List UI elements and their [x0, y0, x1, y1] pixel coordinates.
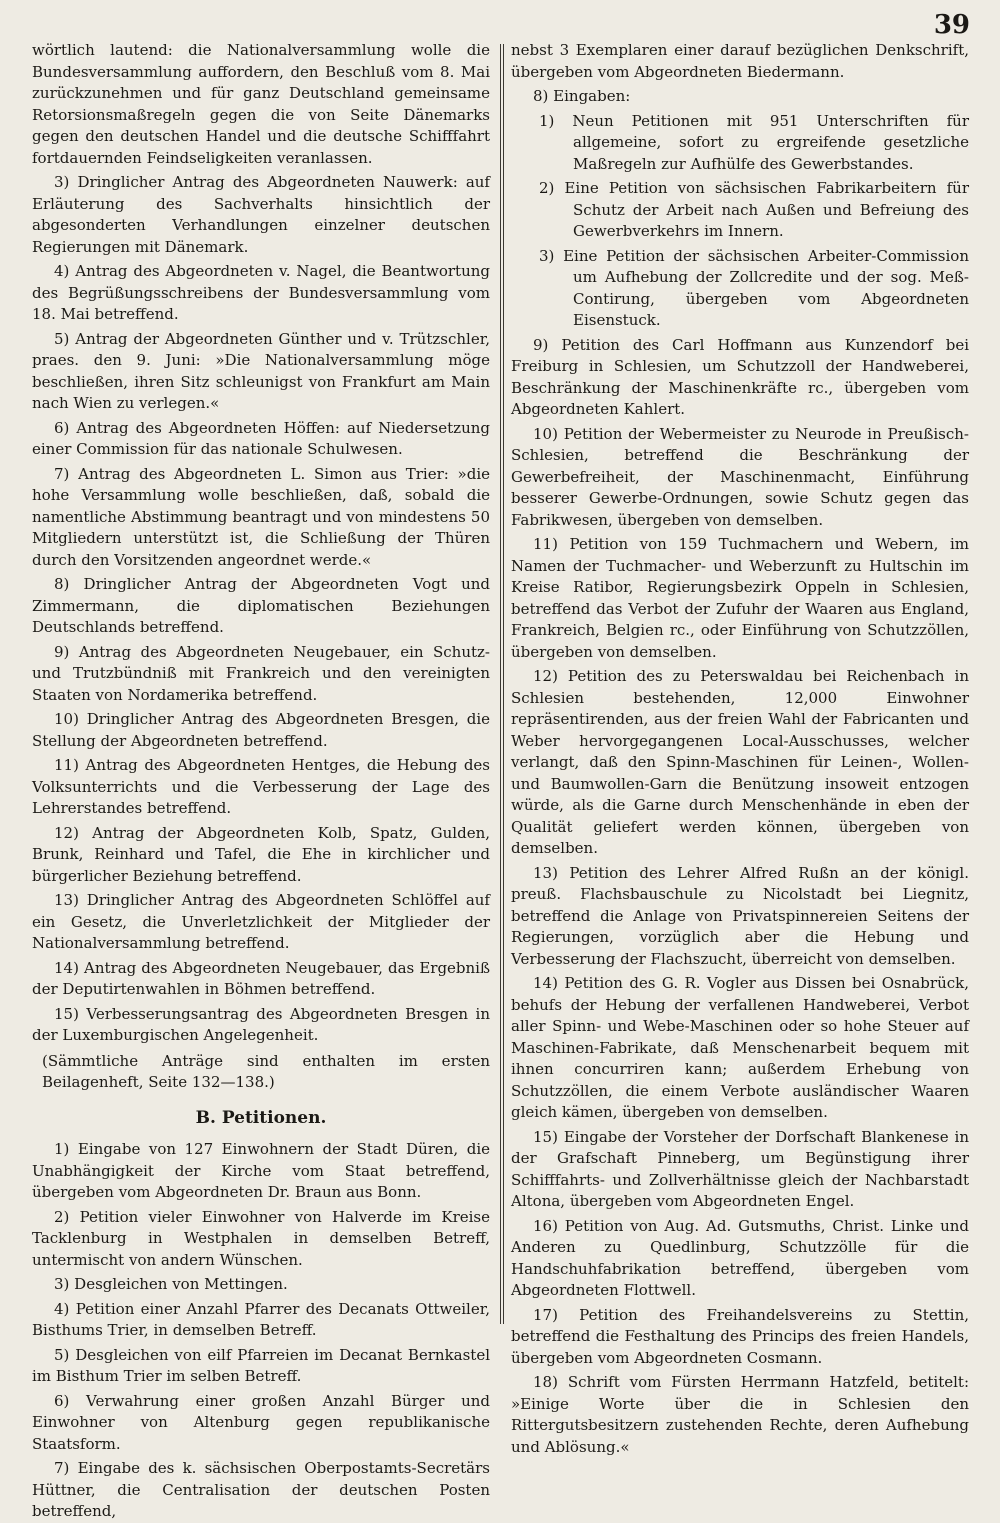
- paragraph: 3) Desgleichen von Mettingen.: [54, 1275, 288, 1293]
- paragraph: 3) Eine Petition der sächsischen Arbeiter-Commission um Aufhebung der Zollcredite und der sog. Meß-Contirung, übergeben vom Abgeordneten Eisenstuck.: [539, 246, 969, 329]
- paragraph: 15) Verbesserungsantrag des Abgeordneten Bresgen in der Luxemburgischen Angelegenheit.: [32, 1004, 490, 1044]
- paragraph: 12) Petition des zu Peterswaldau bei Reichenbach in Schlesien bestehenden, 12,000 Einwohner repräsentirenden, aus der freien Wahl der Fabricanten und Weber hervorgegangenen Local-Ausschusses, welcher verlangt, daß den Spinn-Maschinen für Leinen-, Wollen- und Baumwollen-Garn die Benützung insoweit entzogen würde, als die Garne durch Menschenhände in eben der Qualität geliefert werden können, übergeben von demselben.: [511, 667, 969, 857]
- paragraph: 9) Antrag des Abgeordneten Neugebauer, ein Schutz- und Trutzbündniß mit Frankreich und den vereinigten Staaten von Nordamerika betreffend.: [32, 642, 490, 704]
- paragraph: 9) Petition des Carl Hoffmann aus Kunzendorf bei Freiburg in Schlesien, um Schutzzoll der Handweberei, Beschränkung der Maschinenkräfte rc., übergeben vom Abgeordneten Kahlert.: [511, 335, 969, 418]
- paragraph: 7) Antrag des Abgeordneten L. Simon aus Trier: »die hohe Versammlung wolle beschließen, daß, sobald die namentliche Abstimmung beantragt und von mindestens 50 Mitgliedern unterstützt ist, die Schließung der Thüren durch den Vorsitzenden angeordnet werde.«: [32, 464, 490, 569]
- section-heading: B. Petitionen.: [195, 1107, 327, 1128]
- paragraph: 1) Neun Petitionen mit 951 Unterschriften für allgemeine, sofort zu ergreifende gesetzliche Maßregeln zur Aufhülfe des Gewerbstandes.: [539, 111, 969, 173]
- paragraph: (Sämmtliche Anträge sind enthalten im ersten Beilagenheft, Seite 132—138.): [42, 1051, 490, 1091]
- paragraph: 6) Antrag des Abgeordneten Höffen: auf Niedersetzung einer Commission für das nationale Schulwesen.: [32, 418, 490, 458]
- left-column-motions: [32, 40, 490, 1094]
- paragraph: 6) Verwahrung einer großen Anzahl Bürger und Einwohner von Altenburg gegen republikanische Staatsform.: [32, 1391, 490, 1453]
- paragraph: 5) Antrag der Abgeordneten Günther und v. Trützschler, praes. den 9. Juni: »Die Nationalversammlung möge beschließen, ihren Sitz schleunigst von Frankfurt am Main nach Wien zu verlegen.«: [32, 329, 490, 412]
- paragraph: 2) Eine Petition von sächsischen Fabrikarbeitern für Schutz der Arbeit nach Außen und Befreiung des Gewerbverkehrs im Innern.: [539, 179, 969, 240]
- paragraph: 11) Petition von 159 Tuchmachern und Webern, im Namen der Tuchmacher- und Weberzunft zu Hultschin im Kreise Ratibor, Regierungsbezirk Oppeln in Schlesien, betreffend das Verbot der Zufuhr der Waaren aus England, Frankreich, Belgien rc., oder Einführung von Schutzzöllen, übergeben von demselben.: [511, 535, 969, 661]
- paragraph: 1) Eingabe von 127 Einwohnern der Stadt Düren, die Unabhängigkeit der Kirche vom Staat betreffend, übergeben vom Abgeordneten Dr. Braun aus Bonn.: [32, 1140, 490, 1201]
- paragraph: 2) Petition vieler Einwohner von Halverde im Kreise Tacklenburg in Westphalen in demselben Betreff, untermischt von andern Wünschen.: [32, 1207, 490, 1269]
- column-divider: [500, 44, 501, 1324]
- paragraph: 17) Petition des Freihandelsvereins zu Stettin, betreffend die Festhaltung des Princips des freien Handels, übergeben vom Abgeordneten Cosmann.: [511, 1305, 969, 1367]
- paragraph: 11) Antrag des Abgeordneten Hentges, die Hebung des Volksunterrichts und die Verbesserung der Lage des Lehrerstandes betreffend.: [32, 756, 490, 817]
- column-divider: [503, 44, 504, 1324]
- paragraph: 7) Eingabe des k. sächsischen Oberpostamts-Secretärs Hüttner, die Centralisation der deutschen Posten betreffend,: [32, 1459, 490, 1520]
- left-column: [32, 40, 490, 1520]
- paragraph: 16) Petition von Aug. Ad. Gutsmuths, Christ. Linke und Anderen zu Quedlinburg, Schutzzölle für die Handschuhfabrikation betreffend, übergeben vom Abgeordneten Flottwell.: [511, 1216, 969, 1299]
- right-column-petitions: [511, 40, 969, 1458]
- paragraph: 3) Dringlicher Antrag des Abgeordneten Nauwerk: auf Erläuterung des Sachverhalts hinsichtlich der abgesonderten Verhandlungen einzelner deutschen Regierungen mit Dänemark.: [32, 173, 490, 256]
- paragraph: 10) Petition der Webermeister zu Neurode in Preußisch-Schlesien, betreffend die Beschränkung der Gewerbefreiheit, der Maschinenmacht, Einführung besserer Gewerbe-Ordnungen, sowie Schutz gegen das Fabrikwesen, übergeben von demselben.: [511, 424, 969, 529]
- paragraph: 13) Petition des Lehrer Alfred Rußn an der königl. preuß. Flachsbauschule zu Nicolstadt bei Liegnitz, betreffend die Anlage von Privatspinnereien Seitens der Regierungen, vorzüglich aber die Hebung und Verbesserung der Flachszucht, überreicht von demselben.: [511, 863, 969, 968]
- right-column: [511, 40, 969, 1456]
- paragraph: 15) Eingabe der Vorsteher der Dorfschaft Blankenese in der Grafschaft Pinneberg, um Begünstigung ihrer Schifffahrts- und Zollverhältnisse gleich der Nachbarstadt Altona, übergeben vom Abgeordneten Engel.: [511, 1127, 969, 1210]
- paragraph: 5) Desgleichen von eilf Pfarreien im Decanat Bernkastel im Bisthum Trier im selben Betreff.: [32, 1345, 490, 1385]
- paragraph: 4) Petition einer Anzahl Pfarrer des Decanats Ottweiler, Bisthums Trier, in demselben Betreff.: [32, 1299, 490, 1339]
- paragraph: 4) Antrag des Abgeordneten v. Nagel, die Beantwortung des Begrüßungsschreibens der Bundesversammlung vom 18. Mai betreffend.: [32, 262, 490, 323]
- paragraph: 14) Petition des G. R. Vogler aus Dissen bei Osnabrück, behufs der Hebung der verfallenen Handweberei, Verbot aller Spinn- und Webe-Maschinen oder so hohe Steuer auf Maschinen-Fabrikate, daß Menschenarbeit bequem mit ihnen concurriren kann; außerdem Erhebung von Schutzzöllen, die einem Verbote ausländischer Waaren gleich kämen, übergeben von demselben.: [511, 974, 969, 1121]
- left-column-petitions: [32, 1139, 490, 1523]
- paragraph: 14) Antrag des Abgeordneten Neugebauer, das Ergebniß der Deputirtenwahlen in Böhmen betreffend.: [32, 958, 490, 998]
- paragraph: 13) Dringlicher Antrag des Abgeordneten Schlöffel auf ein Gesetz, die Unverletzlichkeit der Mitglieder der Nationalversammlung betreffend.: [32, 891, 490, 952]
- paragraph: 8) Dringlicher Antrag der Abgeordneten Vogt und Zimmermann, die diplomatischen Beziehungen Deutschlands betreffend.: [32, 575, 490, 636]
- paragraph: 10) Dringlicher Antrag des Abgeordneten Bresgen, die Stellung der Abgeordneten betreffend.: [32, 710, 490, 750]
- paragraph: wörtlich lautend: die Nationalversammlung wolle die Bundesversammlung auffordern, den Beschluß vom 8. Mai zurückzunehmen und für ganz Deutschland gemeinsame Retorsionsmaßregeln gegen die von Seite Dänemarks gegen den deutschen Handel und die deutsche Schifffahrt fortdauernden Feindseligkeiten veranlassen.: [32, 41, 490, 167]
- paragraph: nebst 3 Exemplaren einer darauf bezüglichen Denkschrift, übergeben vom Abgeordneten Biedermann.: [511, 41, 969, 81]
- page-number: 39: [933, 10, 970, 40]
- paragraph: 18) Schrift vom Fürsten Herrmann Hatzfeld, betitelt: »Einige Worte über die in Schlesien den Rittergutsbesitzern zustehenden Rechte, deren Aufhebung und Ablösung.«: [511, 1373, 969, 1456]
- paragraph: 12) Antrag der Abgeordneten Kolb, Spatz, Gulden, Brunk, Reinhard und Tafel, die Ehe in kirchlicher und bürgerlicher Beziehung betreffend.: [32, 823, 490, 885]
- paragraph: 8) Eingaben:: [533, 87, 631, 105]
